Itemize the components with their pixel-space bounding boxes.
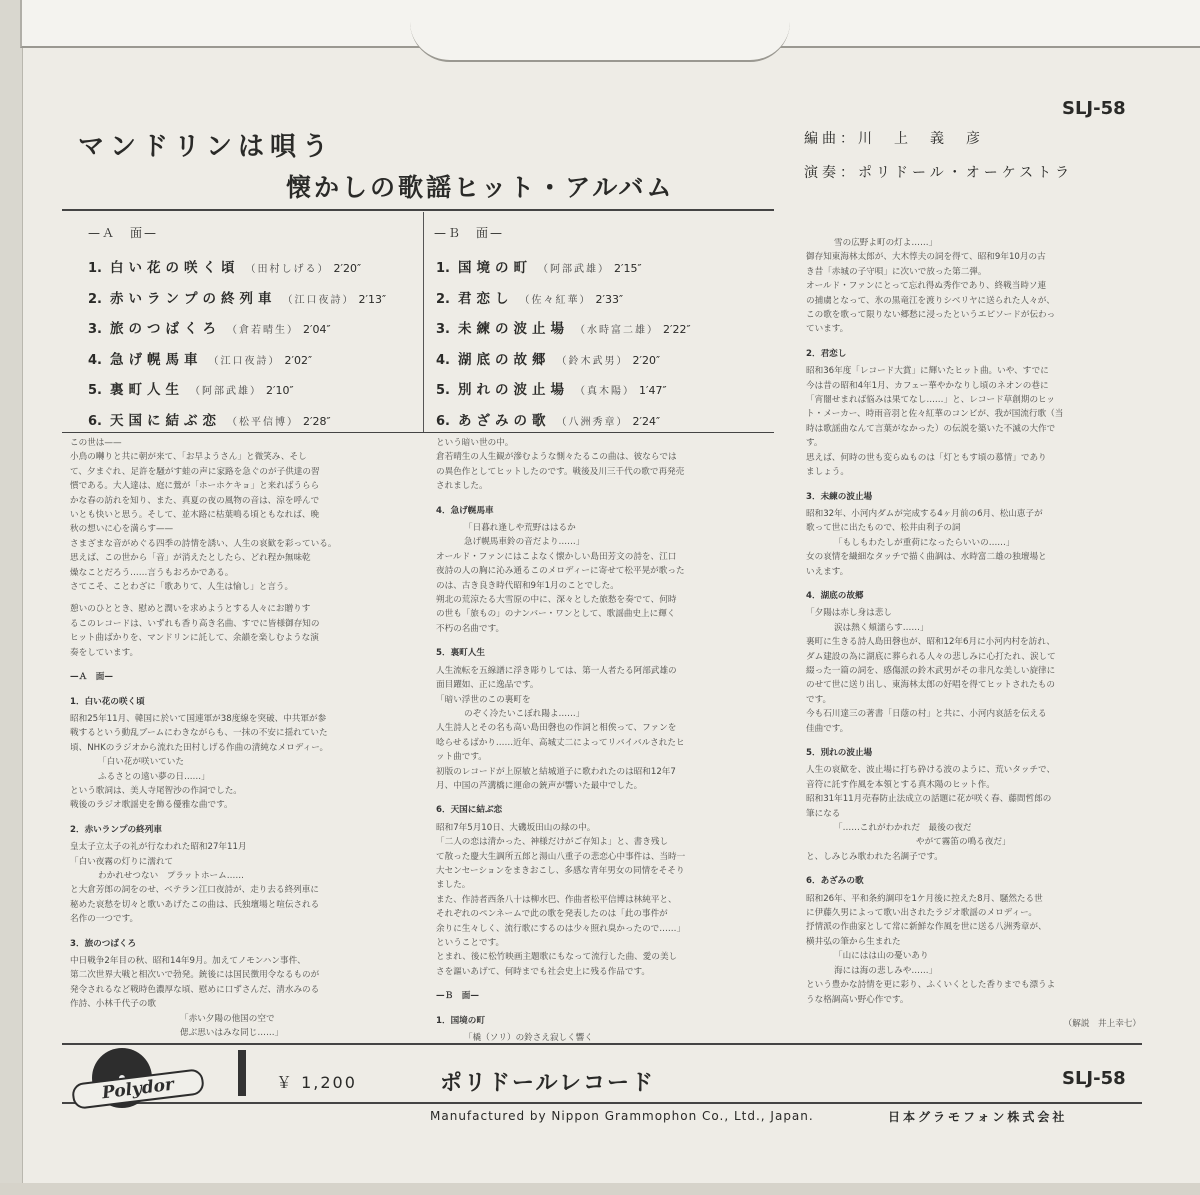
track-composer: （佐々紅華） (519, 294, 592, 306)
liner-notes-heading: 3．旅のつばくろ (70, 938, 137, 949)
liner-notes-heading: 2．君恋し (806, 348, 847, 359)
liner-notes-line: 面目躍如、正に逸品です。 (436, 680, 539, 691)
track-number: 1. (436, 261, 450, 276)
tracklist-divider (423, 212, 424, 432)
manufacturer-line: Manufactured by Nippon Grammophon Co., Ltd., Japan. (430, 1109, 814, 1123)
liner-notes-line: また、作詩者西条八十は柳水巴、作曲者松平信博は林純平と、 (436, 894, 677, 905)
liner-notes-line: さまざまな音がめぐる四季の詩情を誘い、人生の哀歓を彩っている。 (70, 538, 337, 549)
track-duration: 2′15″ (614, 262, 642, 275)
liner-notes-line: の異色作としてヒットしたのです。戦後及川三千代の歌で再発売 (436, 466, 685, 477)
track-row (88, 378, 294, 398)
liner-notes-line: 戦するという動乱ブームにわきながらも、一抹の不安に揺れていた (70, 728, 328, 739)
liner-notes-line: うな格調高い野心作です。 (806, 994, 909, 1005)
liner-notes-line: です。 (806, 694, 832, 705)
liner-notes-line: オールド・ファンにとって忘れ得ぬ秀作であり、終戦当時ソ連 (806, 281, 1047, 292)
liner-notes-line: 歌って世に出たもので、松井由利子の詞 (806, 523, 961, 534)
liner-notes-line: 思えば、何時の世も変らぬものは「灯ともす頃の慕情」であり (806, 452, 1047, 463)
track-row (88, 409, 331, 429)
liner-notes-line: 「山にはは山の憂いあり (834, 951, 929, 962)
liner-notes-line: いえます。 (806, 566, 849, 577)
track-duration: 1′47″ (639, 384, 667, 397)
liner-notes-heading: 1．国境の町 (436, 1015, 485, 1026)
track-composer: （倉若晴生） (227, 325, 299, 336)
liner-notes-line: 思えば、この世から「音」が消えたとしたら、どれ程か無味乾 (70, 553, 311, 564)
sleeve-left-edge (0, 0, 23, 1195)
album-title: マンドリンは唄う (78, 132, 335, 162)
sleeve-flap-notch (410, 20, 790, 62)
track-title: 急げ幌馬車 (110, 351, 203, 368)
liner-notes-heading: 6．あざみの歌 (806, 876, 864, 887)
tracklist-bottom-rule (62, 432, 774, 433)
track-title: 天国に結ぶ恋 (110, 412, 221, 429)
track-title: 赤いランプの終列車 (110, 290, 277, 307)
liner-notes-line: 今も石川達三の著書「日蔭の村」と共に、小河内哀話を伝える (806, 709, 1047, 720)
track-duration: 2′28″ (303, 414, 331, 428)
track-title: あざみの歌 (458, 412, 551, 429)
liner-notes-line: ト・メーカー、時雨音羽と佐々紅華のコンビが、我が国流行歌（当 (806, 409, 1064, 420)
liner-notes-heading: 4．急げ幌馬車 (436, 505, 494, 516)
liner-notes-line: ダム建設の為に湖底に葬られる人々の悲しみに心打たれ、涙して (806, 651, 1056, 662)
liner-notes-heading: —Ｂ 面— (436, 991, 479, 1002)
liner-notes-line: のは、古き良き時代昭和9年1月のことでした。 (436, 580, 619, 591)
track-number: 1. (88, 261, 102, 276)
performer-credit: 演奏：ポリドール・オーケストラ (804, 165, 1074, 181)
arranger-credit: 編曲：川 上 義 彦 (804, 131, 984, 147)
liner-notes-line: 第二次世界大戦と相次いで勃発。銃後には国民徴用令なるものが (70, 970, 320, 981)
liner-notes-line: 綴った一篇の詞を、感傷派の鈴木武男がその非凡な美しい旋律に (806, 665, 1056, 676)
liner-notes-line: 名作の一つです。 (70, 914, 139, 925)
liner-notes-line: 夜詩の人の胸に沁み通るこのメロディーに寄せて松平晃が歌った (436, 566, 685, 577)
liner-notes-heading: 4．湖底の故郷 (806, 590, 864, 601)
liner-notes-line: 朔北の荒涼たる大雪原の中に、深々とした旅愁を奏でて、何時 (436, 595, 677, 606)
track-row (88, 348, 312, 368)
liner-notes-line: 人生流転を五線譜に浮き彫りしては、第一人者たる阿部武雄の (436, 665, 677, 676)
liner-notes-line: 戦後のラジオ歌謡史を飾る優雅な曲です。 (70, 800, 233, 811)
track-composer: （松平信博） (227, 416, 299, 428)
liner-notes-line: 燥なことだろう……言うもおろかである。 (70, 567, 234, 578)
liner-notes-line: ヒット曲ばかりを、マンドリンに託して、余韻を楽しむような演 (70, 633, 319, 644)
liner-notes-column-3 (806, 236, 1151, 1031)
liner-notes-line: 急げ幌馬車鈴の音だより……」 (464, 537, 585, 548)
track-row (436, 348, 660, 368)
track-number: 5. (88, 383, 102, 398)
liner-notes-line: 「赤い夕陽の他国の空で (180, 1013, 275, 1024)
track-number: 4. (88, 352, 102, 368)
side-a-label: —Ａ 面— (88, 226, 159, 240)
sleeve-bottom-edge (0, 1183, 1200, 1195)
track-title: 別れの波止場 (458, 382, 569, 398)
liner-notes-line: ましょう。 (806, 467, 849, 478)
track-title: 白い花の咲く頃 (110, 260, 240, 276)
liner-notes-line: この世は—— (70, 438, 122, 448)
tracklist-top-rule (62, 209, 774, 211)
polydor-logo-text: Polydor (71, 1068, 205, 1110)
liner-notes-line: 偲ぶ思いはみな同じ……」 (180, 1028, 284, 1039)
liner-notes-line: ています。 (806, 324, 849, 335)
track-composer: （阿部武雄） (190, 386, 262, 397)
liner-notes-line: 裏町に生きる詩人島田磬也が、昭和12年6月に小河内村を訪れ、 (806, 637, 1055, 648)
track-duration: 2′22″ (663, 323, 691, 336)
liner-notes-line: という豊かな詩情を更に彩り、ふくいくとした香りまでも漂うよ (806, 980, 1056, 991)
side-b-label: —Ｂ 面— (434, 226, 505, 240)
liner-notes-column-2 (436, 436, 781, 1045)
liner-notes-line: き昔「赤城の子守唄」に次いで放った第二弾。 (806, 266, 987, 277)
liner-notes-line: それぞれのペンネームで此の歌を発表したのは「此の事件が (436, 909, 668, 920)
track-duration: 2′02″ (284, 353, 313, 367)
liner-notes-line: 初版のレコードが上原敏と結城道子に歌われたのは昭和12年7 (436, 766, 676, 777)
liner-notes-line: 抒情派の作曲家として常に新鮮な作風を世に送る八洲秀章が、 (806, 922, 1047, 933)
liner-notes-heading: 5．裏町人生 (436, 648, 485, 659)
liner-notes-line: 皇太子立太子の礼が行なわれた昭和27年11月 (70, 842, 247, 853)
liner-notes-line: のぞく冷たいこぼれ陽よ……」 (464, 708, 585, 719)
liner-notes-line: 不朽の名曲です。 (436, 623, 505, 634)
liner-notes-line: 佳曲です。 (806, 723, 849, 734)
liner-notes-heading: —Ａ 面— (70, 672, 113, 683)
track-row (436, 287, 623, 307)
liner-notes-line: 筆になる (806, 808, 841, 819)
liner-notes-line: とまれ、後に松竹映画主題歌にもなって流行した曲、愛の美し (436, 952, 678, 963)
track-composer: （田村しげる） (245, 264, 330, 275)
track-number: 4. (436, 352, 450, 368)
footer-divider-bar (238, 1050, 246, 1096)
liner-notes-line: 音符に託す作風を本領とする真木陽のヒット作。 (806, 779, 995, 790)
track-duration: 2′13″ (358, 292, 387, 306)
liner-notes-line: て散った慶大生調所五郎と湯山八重子の悲恋心中事件は、当時一 (436, 851, 686, 862)
liner-notes-line: 月、中国の芦溝橋に運命の銃声が響いた最中でした。 (436, 780, 643, 791)
liner-notes-line: 人生詩人とその名も高い島田磬也の作詞と相俟って、ファンを (436, 723, 677, 734)
liner-notes-column-1 (70, 436, 415, 1040)
liner-notes-line: 昭和25年11月、韓国に於いて国連軍が38度線を突破、中共軍が参 (70, 713, 327, 724)
liner-notes-line: 雪の広野よ町の灯よ……」 (834, 238, 938, 248)
liner-notes-line: て、夕まぐれ、足許を騒がす蛙の声に家路を急ぐのが子供達の習 (70, 466, 320, 477)
liner-notes-line: に伊藤久男によって歌い出されたラジオ歌謡のメロディー。 (806, 908, 1038, 919)
track-row (88, 287, 386, 307)
liner-notes-line (70, 594, 415, 602)
track-composer: （鈴木武男） (556, 355, 629, 367)
liner-notes-line: 昭和31年11月売春防止法成立の話題に花が咲く春、藤間哲郎の (806, 794, 1052, 805)
track-title: 未練の波止場 (458, 321, 569, 337)
track-duration: 2′04″ (303, 323, 331, 336)
maker-japanese: 日本グラモフォン株式会社 (888, 1110, 1068, 1124)
catalog-number-bottom: SLJ-58 (1062, 1068, 1126, 1089)
liner-notes-line: 「宵闇せまれば悩みは果てなし……」と、レコード草創期のヒッ (806, 395, 1055, 406)
liner-notes-line: 唸らせるばかり……近年、高城丈二によってリバイバルされたヒ (436, 737, 685, 748)
track-duration: 2′24″ (632, 414, 661, 428)
liner-notes-line: 「橇（ソリ）の鈴さえ寂しく響く (464, 1033, 593, 1044)
liner-notes-line: ット曲です。 (436, 752, 487, 763)
liner-notes-heading: 2．赤いランプの終列車 (70, 824, 162, 835)
liner-notes-line: 秘めた哀愁を切々と歌いあげたこの曲は、氏独壇場と喧伝される (70, 899, 320, 910)
liner-notes-line: と大倉芳郎の詞をのせ、ベテラン江口夜詩が、走り去る終列車に (70, 885, 319, 896)
track-number: 6. (436, 413, 450, 429)
liner-notes-line: 頃、NHKのラジオから流れた田村しげる作曲の清純なメロディー。 (70, 742, 329, 753)
track-row (88, 317, 331, 337)
track-title: 裏町人生 (110, 382, 184, 398)
liner-notes-line: のせて世に送り出し、東海林太郎の好唱を得てヒットされたもの (806, 680, 1055, 691)
liner-notes-line: と、しみじみ歌われた名調子です。 (806, 851, 943, 862)
track-composer: （江口夜詩） (208, 355, 281, 367)
liner-notes-line: 奏をしています。 (70, 647, 139, 658)
track-title: 旅のつばくろ (110, 321, 221, 337)
album-subtitle: 懐かしの歌謡ヒット・アルバム (286, 173, 675, 202)
liner-notes-line: 慣である。大人達は、庭に鶯が「ホーホケキョ」と来ればうらら (70, 481, 320, 492)
track-title: 君恋し (458, 290, 514, 307)
liner-notes-line: （解説 井上幸七） (1063, 1018, 1141, 1029)
liner-notes-line: 「日暮れ逢しや荒野ははるか (464, 523, 576, 534)
liner-notes-line: わかれせつない プラットホーム…… (98, 870, 244, 881)
liner-notes-line: 「白い夜霧の灯りに濡れて (70, 856, 174, 867)
liner-notes-line: 海には海の悲しみや……」 (834, 965, 938, 976)
track-row (436, 378, 667, 398)
liner-notes-line: 「二人の恋は清かった、神様だけがご存知よ」と、書き残し (436, 837, 669, 848)
liner-notes-line: 昭和36年度「レコード大賞」に輝いたヒット曲。いや、すでに (806, 366, 1049, 377)
footer-bottom-rule (62, 1102, 1142, 1104)
liner-notes-line: 中日戦争2年目の秋、昭和14年9月。加えてノモンハン事件、 (70, 956, 306, 966)
liner-notes-line: 「夕陽は赤し身は悲し (806, 608, 892, 619)
price: ￥ 1,200 (276, 1073, 357, 1092)
liner-notes-line: 小鳥の囀りと共に朝が来て、「お早ようさん」と微笑み、そし (70, 452, 307, 463)
polydor-logo (72, 1048, 212, 1106)
liner-notes-line: ふるさとの遠い夢の日……」 (98, 771, 210, 782)
track-number: 2. (88, 291, 102, 307)
liner-notes-line: 御存知東海林太郎が、大木惇夫の詞を得て、昭和9年10月の古 (806, 252, 1046, 263)
liner-notes-line: 「……これがわかれだ 最後の夜だ (834, 823, 972, 834)
liner-notes-line: さを謳いあげて、何時までも社会史上に残る作品です。 (436, 966, 650, 977)
liner-notes-line: ました。 (436, 880, 471, 891)
footer-top-rule (62, 1043, 1142, 1045)
track-duration: 2′20″ (632, 353, 661, 367)
track-number: 3. (436, 322, 450, 337)
liner-notes-line: 「もしもわたしが重荷になったらいいの……」 (834, 537, 1015, 548)
liner-notes-line: 昭和32年、小河内ダムが完成する4ヶ月前の6月、松山恵子が (806, 508, 1043, 519)
track-composer: （八洲秀章） (556, 416, 629, 428)
track-row (436, 256, 642, 276)
liner-notes-line: 倉若晴生の人生観が滲むような惻々たるこの曲は、彼ならでは (436, 452, 677, 463)
track-duration: 2′10″ (266, 384, 294, 397)
liner-notes-heading: 6．天国に結ぶ恋 (436, 805, 503, 816)
track-composer: （阿部武雄） (538, 264, 610, 275)
liner-notes-line: いとも快いと思う。そして、並木路に枯葉鳴る頃ともなれば、晩 (70, 510, 320, 521)
liner-notes-line: す。 (806, 438, 823, 449)
liner-notes-line: 涙は熱く頬濡らす……」 (834, 622, 929, 633)
track-composer: （水時富二雄） (575, 325, 659, 336)
track-number: 3. (88, 322, 102, 337)
liner-notes-line: るこのレコードは、いずれも香り高き名曲、すでに皆様御存知の (70, 618, 320, 629)
liner-notes-line: 「白い花が咲いていた (98, 757, 184, 768)
liner-notes-line: 昭和26年、平和条約調印を1ケ月後に控えた8月、騒然たる世 (806, 893, 1043, 904)
track-number: 5. (436, 383, 450, 398)
liner-notes-line: 作詩、小林千代子の歌 (70, 999, 156, 1010)
liner-notes-line: されました。 (436, 481, 488, 492)
liner-notes-line: 大センセーションをまきおこし、多感な青年男女の同情をそそり (436, 865, 685, 876)
liner-notes-line: 憩いのひととき、慰めと潤いを求めようとする人々にお贈りす (70, 604, 311, 615)
liner-notes-line: という歌詞は、美人寺尾智沙の作詞でした。 (70, 785, 242, 796)
liner-notes-line: ということです。 (436, 938, 505, 948)
liner-notes-heading: 1．白い花の咲く頃 (70, 696, 145, 707)
liner-notes-line: さてこそ、ことわざに「歌ありて、人生は愉し」と言う。 (70, 582, 294, 593)
catalog-number-top: SLJ-58 (1062, 98, 1126, 119)
liner-notes-line: 余りに生々しく、流行歌にするのは少々照れ臭かったので……」 (436, 923, 686, 934)
liner-notes-line: 「暗い浮世のこの裏町を (436, 694, 531, 705)
liner-notes-line: オールド・ファンにはこよなく懐かしい島田芳文の詩を、江口 (436, 551, 677, 562)
track-row (436, 317, 691, 337)
liner-notes-line: という暗い世の中。 (436, 438, 514, 448)
liner-notes-line: 時は歌謡曲なんて言葉がなかった）の伝説を築いた不滅の大作で (806, 423, 1056, 434)
liner-notes-line: 発令されるなど戦時色濃厚な頃、慰めに口ずさんだ、清水みのる (70, 984, 320, 995)
track-duration: 2′20″ (333, 262, 362, 275)
track-title: 国境の町 (458, 260, 532, 276)
liner-notes-line: やがて霧笛の鳴る夜だ」 (916, 837, 1011, 848)
record-label-name: ポリドールレコード (440, 1071, 656, 1096)
track-number: 6. (88, 413, 102, 429)
liner-notes-line: この歌を歌って限りない郷愁に浸ったというエピソードが伝わっ (806, 310, 1056, 321)
track-composer: （江口夜詩） (282, 294, 355, 306)
track-row (88, 256, 361, 276)
liner-notes-line: の捕虜となって、氷の黒竜江を渡りシベリヤに送られた人々が、 (806, 295, 1055, 306)
track-title: 湖底の故郷 (458, 351, 551, 368)
track-row (436, 409, 660, 429)
track-composer: （真木陽） (575, 386, 635, 397)
liner-notes-line: 昭和7年5月10日、大磯坂田山の緑の中。 (436, 822, 596, 833)
liner-notes-line: かな春の訪れを知り、また、真夏の夜の風物の音は、涼を呼んで (70, 495, 320, 506)
liner-notes-line: 人生の哀歓を、波止場に打ち砕ける波のように、荒いタッチで、 (806, 765, 1056, 776)
track-duration: 2′33″ (595, 292, 624, 306)
track-number: 2. (436, 291, 450, 307)
liner-notes-line: 今は昔の昭和4年1月、カフェー華やかなりし頃のネオンの巷に (806, 380, 1049, 391)
liner-notes-line: 横井弘の筆から生まれた (806, 936, 901, 947)
liner-notes-heading: 3．未練の波止場 (806, 491, 873, 502)
liner-notes-heading: 5．別れの波止場 (806, 748, 873, 758)
liner-notes-line: の世も「旅もの」のナンバー・ワンとして、歌謡曲史上に輝く (436, 609, 676, 620)
liner-notes-line: 秋の想いに心を満らす—— (70, 524, 174, 535)
liner-notes-line: 女の哀情を繊細なタッチで描く曲調は、水時富二雄の独壇場と (806, 552, 1047, 563)
